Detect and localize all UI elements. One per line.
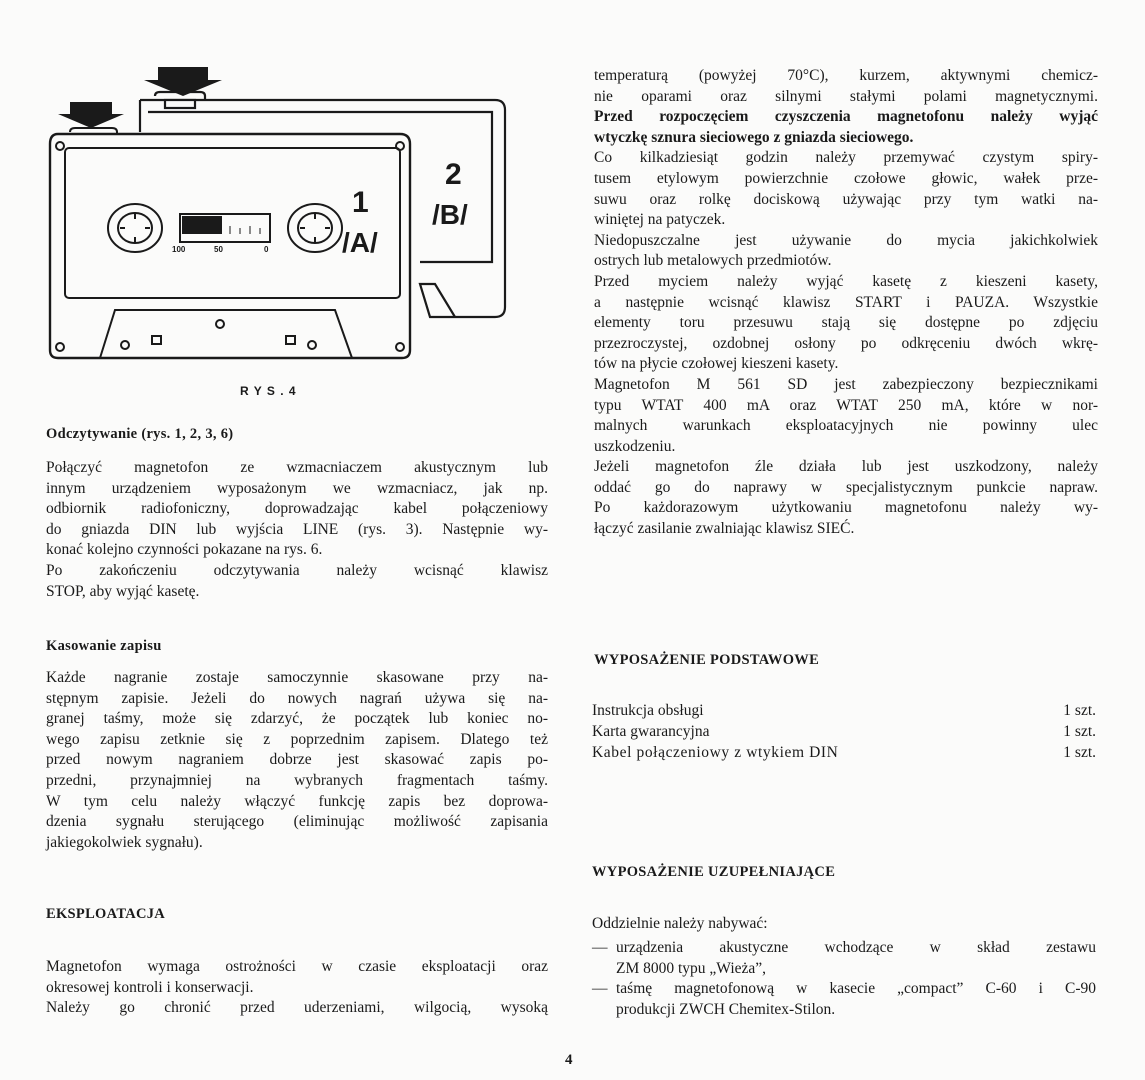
text-line: tusem etylowym powierzchnie czołowe głowic, wałek prze-: [594, 169, 1098, 187]
text-line: Niedopuszczalne jest używanie do mycia jakichkolwiek: [594, 231, 1098, 249]
section-heading-kasowanie: Kasowanie zapisu: [46, 638, 162, 654]
text-line: wtyczkę sznura sieciowego z gniazda sieciowego.: [594, 128, 914, 146]
figure-caption: R Y S . 4: [240, 384, 297, 398]
text-line: uszkodzeniu.: [594, 437, 676, 455]
text-line: produkcji ZWCH Chemitex-Stilon.: [616, 1000, 836, 1018]
list-item: [592, 979, 1096, 1000]
text-line: oddać go do naprawy w specjalistycznym punkcie napraw.: [594, 478, 1098, 496]
page-number: 4: [565, 1052, 573, 1068]
item-name: Kabel połączeniowy z wtykiem DIN: [592, 744, 839, 761]
text-line: wego zapisu zetknie się z poprzednim zapisem. Dlatego też: [46, 730, 548, 748]
list-item: [592, 702, 1096, 723]
scale-label-0: 0: [264, 245, 269, 254]
paragraph-kasowanie: [46, 668, 548, 853]
item-name: Instrukcja obsługi: [592, 702, 704, 719]
list-item: [592, 723, 1096, 744]
text-line: innym urządzeniem wyposażonym we wzmacniacz, jak np.: [46, 479, 548, 497]
scale-label-50: 50: [214, 245, 223, 254]
cassette-front-side: /A/: [342, 227, 378, 258]
paragraph-care: [594, 66, 1098, 540]
text-line: do gniazda DIN lub wyjścia LINE (rys. 3). Następnie wy-: [46, 520, 548, 538]
section-heading-podstawowe: WYPOSAŻENIE PODSTAWOWE: [594, 652, 820, 668]
text-line: jakiegokolwiek sygnału).: [46, 833, 203, 851]
text-line: ZM 8000 typu „Wieża”,: [616, 959, 767, 977]
text-line: Magnetofon wymaga ostrożności w czasie eksploatacji oraz: [46, 958, 548, 975]
text-line: tów na płycie czołowej kieszeni kasety.: [594, 355, 839, 373]
dash: —: [592, 980, 608, 998]
text-line: odbiornik radiofoniczny, doprowadzając kabel połączeniowy: [46, 500, 548, 518]
equipment-extra-list: [592, 938, 1096, 1020]
text-line: dzenia sygnału sterującego (eliminując możliwość zapisania: [46, 813, 548, 831]
text-line: łączyć zasilanie zwalniając klawisz SIEĆ.: [594, 520, 855, 538]
cassette-back-side: /B/: [432, 199, 468, 230]
text-line: W tym celu należy włączyć funkcję zapis bez doprowa-: [46, 792, 548, 810]
text-line: STOP, aby wyjąć kasetę.: [46, 582, 200, 600]
cassette-back-number: 2: [445, 158, 462, 191]
text-line: Co kilkadziesiąt godzin należy przemywać czystym spiry-: [594, 149, 1098, 167]
dash: —: [592, 939, 608, 956]
cassette-front-number: 1: [352, 186, 369, 219]
item-qty: 1 szt.: [1063, 702, 1096, 719]
text-line: Po zakończeniu odczytywania należy wcisnąć klawisz: [46, 561, 548, 579]
text-line: malnych warunkach eksploatacyjnych nie powinny ulec: [594, 417, 1098, 435]
text-line: okresowej kontroli i konserwacji.: [46, 978, 254, 996]
text-line: a następnie wcisnąć klawisz START i PAUZA. Wszystkie: [594, 293, 1098, 311]
item-qty: 1 szt.: [1063, 723, 1096, 740]
text-line: Po każdorazowym użytkowaniu magnetofonu należy wy-: [594, 499, 1098, 517]
text-line: temperaturą (powyżej 70°C), kurzem, aktywnymi chemicz-: [594, 67, 1098, 84]
text-line: stępnym zapisie. Jeżeli do nowych nagrań używa się na-: [46, 689, 548, 707]
text-line: Jeżeli magnetofon źle działa lub jest uszkodzony, należy: [594, 458, 1098, 476]
text-line: przedni, przynajmniej na wybranych fragmentach taśmy.: [46, 771, 548, 789]
text-line: konać kolejno czynności pokazane na rys. 6.: [46, 541, 323, 559]
section-heading-uzupelniajace: WYPOSAŻENIE UZUPEŁNIAJĄCE: [592, 864, 836, 880]
item-qty: 1 szt.: [1063, 744, 1096, 761]
paragraph-eksploatacja: [46, 957, 548, 1019]
scale-label-100: 100: [172, 245, 186, 254]
text-line: przed nowym nagraniem dobrze jest skasować zapis po-: [46, 751, 548, 769]
text-line: taśmę magnetofonową w kasecie „compact” C-60 i C-90: [616, 980, 1096, 998]
text-line: urządzenia akustyczne wchodzące w skład zestawu: [616, 939, 1096, 956]
text-line: Połączyć magnetofon ze wzmacniaczem akustycznym lub: [46, 459, 548, 476]
list-item: [592, 938, 1096, 959]
text-line: Należy go chronić przed uderzeniami, wilgocią, wysoką: [46, 999, 548, 1017]
text-line: ostrych lub metalowych przedmiotów.: [594, 252, 832, 270]
text-line: Magnetofon M 561 SD jest zabezpieczony bezpiecznikami: [594, 375, 1098, 393]
paragraph-uzupelniajace-intro: Oddzielnie należy nabywać:: [592, 915, 768, 932]
arrow-down-icon: [144, 67, 222, 96]
text-line: nie oparami oraz silnymi stałymi polami magnetycznymi.: [594, 87, 1098, 105]
text-line: Przed myciem należy wyjąć kasetę z kieszeni kasety,: [594, 272, 1098, 290]
text-line: granej taśmy, może się zdarzyć, że początek lub koniec no-: [46, 710, 548, 728]
text-line: Przed rozpoczęciem czyszczenia magnetofonu należy wyjąć: [594, 108, 1098, 126]
section-heading-eksploatacja: EKSPLOATACJA: [46, 906, 166, 922]
text-line: elementy toru przesuwu stają się dostępne po zdjęciu: [594, 314, 1098, 332]
equipment-basic-list: [592, 702, 1096, 765]
text-line: Każde nagranie zostaje samoczynnie skasowane przy na-: [46, 669, 548, 686]
text-line: suwu oraz rolkę dociskową używając przy tym watki na-: [594, 190, 1098, 208]
item-name: Karta gwarancyjna: [592, 723, 710, 740]
text-line: przezroczystej, ozdobnej osłony po odkręceniu dwóch wkrę-: [594, 334, 1098, 352]
text-line: typu WTAT 400 mA oraz WTAT 250 mA, które w nor-: [594, 396, 1098, 414]
text-line: winiętej na patyczek.: [594, 211, 726, 229]
arrow-down-icon: [58, 102, 124, 128]
cassette-figure: [40, 62, 520, 372]
section-heading-odczytywanie: Odczytywanie (rys. 1, 2, 3, 6): [46, 426, 234, 442]
list-item: [592, 744, 1096, 765]
paragraph-odczytywanie: [46, 458, 548, 602]
